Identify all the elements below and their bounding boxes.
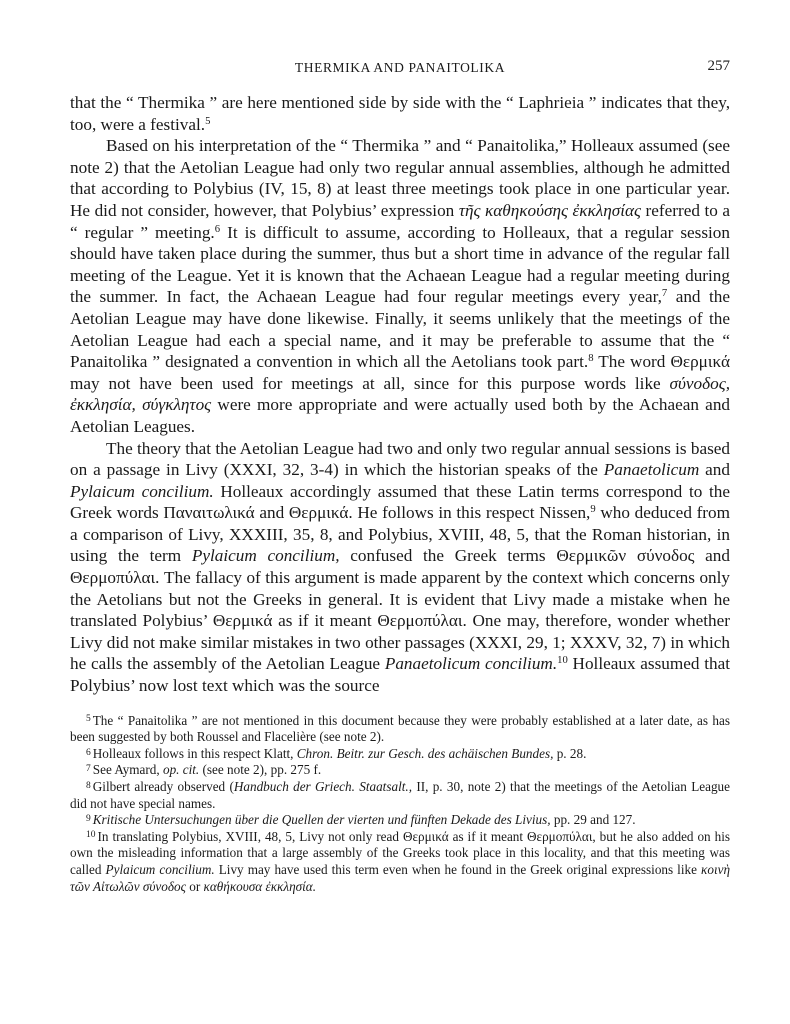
- greek-term: Θερμικά: [670, 352, 730, 372]
- footnote-ref-10: 10: [557, 655, 568, 667]
- footnote-ref-6: 6: [214, 223, 221, 235]
- greek-term: Θερμοπύλαι.: [377, 611, 467, 631]
- paragraph-3: The theory that the Aetolian League had two and only two regular annual sessions is based on a passage in Livy (XXXI, 32, 3-4) in which the historian speaks of the Panaetolicum and Pylaicum concilium. Holleaux accordingly assumed that these Latin terms correspond to the Greek words Παναιτωλικά and Θερμικά. He follows in this respect Nissen,$^9$ who deduced from a comparison of Livy, XXXIII, 35, 8, and Polybius, XVIII, 48, 5, that the Roman historian, in using the term Pylaicum concilium, confused the Greek terms Θερμικῶν σύνοδος and Θερμοπύλαι. The fallacy of this argument is made apparent by the context which concerns only the Aetolians but not the Greeks in general. It is evident that Livy made a mistake when he translated Polybius’ Θερμικά as if it meant Θερμοπύλαι. One may, therefore, wonder whether Livy did not make similar mistakes in two other passages (XXXI, 29, 1; XXXV, 32, 7) in which he calls the assembly of the Aetolian League Panaetolicum concilium.$^{10}$ Holleaux assumed that Polybius’ now lost text which was the source: [70, 438, 731, 696]
- page-number: 257: [707, 58, 730, 74]
- page-header: [70, 58, 730, 80]
- book-page: [70, 58, 730, 895]
- footnotes: [70, 713, 730, 896]
- main-text: [70, 92, 730, 697]
- footnote-10: $^{10}$ In translating Polybius, XVIII, 48, 5, Livy not only read Θερμικά as if it meant Θερμοπύλαι, but he also added on his own the misleading information that a large assembly of the Greeks took place in this locality, and that this meeting was called Pylaicum concilium. Livy may have used this term even when he found in the Greek original expressions like κοινὴ τῶν Αἰτωλῶν σύνοδος or καθήκουσα ἐκκλησία.: [70, 828, 730, 894]
- greek-terms: σύνοδος, ἐκκλησία, σύγκλητος: [70, 373, 730, 415]
- greek-term: Θερμοπύλαι.: [70, 568, 160, 588]
- footnote-8: $^8$ Gilbert already observed (Handbuch der Griech. Staatsalt., II, p. 30, note 2) that the meetings of the Aetolian League did not have special names.: [70, 779, 730, 811]
- footnote-ref-8: 8: [588, 353, 594, 365]
- greek-term: Θερμικῶν σύνοδος: [556, 546, 695, 566]
- footnote-5: $^5$ The “ Panaitolika ” are not mentioned in this document because they were probably established at a later date, as has been suggested by both Roussel and Flacelière (see note 2).: [70, 712, 730, 745]
- footnote-ref-9: 9: [590, 504, 596, 516]
- footnote-9: $^9$ Kritische Untersuchungen über die Quellen der vierten und fünften Dekade des Livius, pp. 29 and 127.: [86, 812, 636, 828]
- footnote-7: $^7$ See Aymard, op. cit. (see note 2), pp. 275 f.: [86, 762, 322, 778]
- greek-phrase: τῆς καθηκούσης ἐκκλησίας: [458, 200, 641, 220]
- greek-term: Παναιτωλικά: [163, 503, 255, 523]
- footnote-ref-7: 7: [661, 288, 668, 300]
- paragraph-1: that the “ Thermika ” are here mentioned side by side with the “ Laphrieia ” indicates that they, too, were a festival.$^5$: [70, 93, 730, 134]
- greek-term: Θερμικά: [212, 611, 273, 631]
- footnote-6: $^6$ Holleaux follows in this respect Klatt, Chron. Beitr. zur Gesch. des achäischen Bundes, p. 28.: [86, 745, 587, 761]
- footnote-ref-5: 5: [205, 115, 211, 127]
- paragraph-2: Based on his interpretation of the “ Thermika ” and “ Panaitolika,” Holleaux assumed (see note 2) that the Aetolian League had only two regular annual assemblies, although he admitted that according to Polybius (IV, 15, 8) at least three meetings took place in one particular year. He did not consider, however, that Polybius’ expression τῆς καθηκούσης ἐκκλησίας referred to a “ regular ” meeting.$^6$ It is difficult to assume, according to Holleaux, that a regular session should have taken place during the summer, thus but a short time in advance of the regular fall meeting of the League. Yet it is known that the Achaean League had a regular meeting during the summer. In fact, the Achaean League had four regular meetings every year,$^7$ and the Aetolian League may have done likewise. Finally, it seems unlikely that the meetings of the Aetolian League had each a special name, and it may be preferable to assume that the “ Panaitolika ” designated a convention in which all the Aetolians took part.$^8$ The word Θερμικά may not have been used for meetings at all, since for this purpose words like σύνοδος, ἐκκλησία, σύγκλητος were more appropriate and were actually used both by the Achaean and Aetolian Leagues.: [70, 136, 731, 436]
- running-title: THERMIKA AND PANAITOLIKA: [294, 60, 506, 75]
- greek-term: Θερμικά.: [288, 503, 353, 523]
